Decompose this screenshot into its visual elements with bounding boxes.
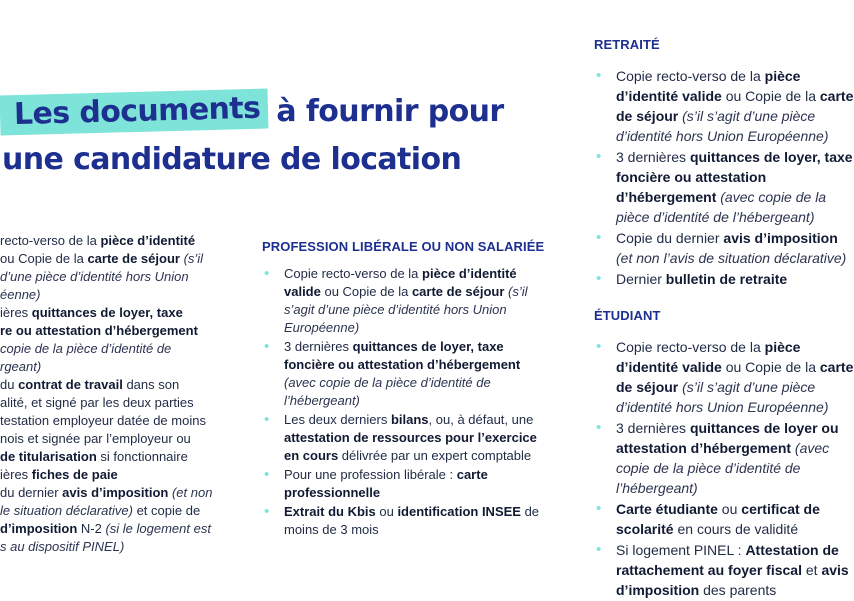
left-line: copie de la pièce d’identité de <box>0 341 172 356</box>
list-item: • 3 dernières quittances de loyer, taxe foncière ou attestation d’hébergement (avec copie de la pièce d’identité de l’hébergeant) <box>594 147 854 227</box>
left-line: le situation déclarative) et copie de <box>0 503 201 518</box>
list-item: • Copie recto-verso de la pièce d’identité valide ou Copie de la carte de séjour (s’il s’agit d’une pièce d’identité hors Union Européenne) <box>262 265 554 337</box>
list-item: • Les deux derniers bilans, ou, à défaut, une attestation de ressources pour l’exercice en cours délivrée par un expert comptable <box>262 411 554 465</box>
section-heading-retraite: RETRAITÉ <box>594 37 660 52</box>
title-rest: à fournir pour <box>276 94 504 129</box>
list-item: • Copie du dernier avis d’imposition (et non l’avis de situation déclarative) <box>594 228 854 268</box>
left-line: du dernier avis d’imposition (et non <box>0 485 213 500</box>
left-line: d’une pièce d’identité hors Union <box>0 269 189 284</box>
page-title <box>0 88 504 184</box>
right-clip <box>594 0 854 600</box>
section-heading-etudiant: ÉTUDIANT <box>594 308 661 323</box>
left-line: recto-verso de la pièce d’identité <box>0 233 196 248</box>
list-item: • Si logement PINEL : Attestation de rattachement au foyer fiscal et avis d’imposition des parents <box>594 540 854 600</box>
left-line: s au dispositif PINEL) <box>0 539 125 554</box>
left-line: re ou attestation d’hébergement <box>0 323 198 338</box>
list-item: • Dernier bulletin de retraite <box>594 269 854 289</box>
list-item: • Extrait du Kbis ou identification INSEE de moins de 3 mois <box>262 503 554 539</box>
left-line: d’imposition N-2 (si le logement est <box>0 521 211 536</box>
list-item: • Carte étudiante ou certificat de scolarité en cours de validité <box>594 499 854 539</box>
title-highlight: Les documents <box>0 88 269 135</box>
left-line: de titularisation si fonctionnaire <box>0 449 188 464</box>
list-item: • Copie recto-verso de la pièce d’identité valide ou Copie de la carte de séjour (s’il s’agit d’une pièce d’identité hors Union Européenne) <box>594 337 854 417</box>
list-item: • Copie recto-verso de la pièce d’identité valide ou Copie de la carte de séjour (s’il s’agit d’une pièce d’identité hors Union Européenne) <box>594 66 854 146</box>
left-line: alité, et signé par les deux parties <box>0 395 194 410</box>
left-line: testation employeur datée de moins <box>0 413 206 428</box>
left-line: nois et signée par l’employeur ou <box>0 431 191 446</box>
left-line: ou Copie de la carte de séjour (s’il <box>0 251 204 266</box>
left-line: du contrat de travail dans son <box>0 377 180 392</box>
retraite-etudiant-column <box>594 36 854 601</box>
left-line: éenne) <box>0 287 41 302</box>
left-line: rgeant) <box>0 359 42 374</box>
profession-liberale-column <box>262 238 554 540</box>
list-item: • 3 dernières quittances de loyer ou attestation d’hébergement (avec copie de la pièce d’identité de l’hébergeant) <box>594 418 854 498</box>
list-item: • 3 dernières quittances de loyer, taxe foncière ou attestation d’hébergement (avec copie de la pièce d’identité de l’hébergeant) <box>262 338 554 410</box>
left-line: ières fiches de paie <box>0 467 118 482</box>
list-item: • Pour une profession libérale : carte professionnelle <box>262 466 554 502</box>
title-line2: une candidature de location <box>2 142 462 177</box>
left-line: ières quittances de loyer, taxe <box>0 305 183 320</box>
section-heading-liberale: PROFESSION LIBÉRALE OU NON SALARIÉE <box>262 239 545 254</box>
